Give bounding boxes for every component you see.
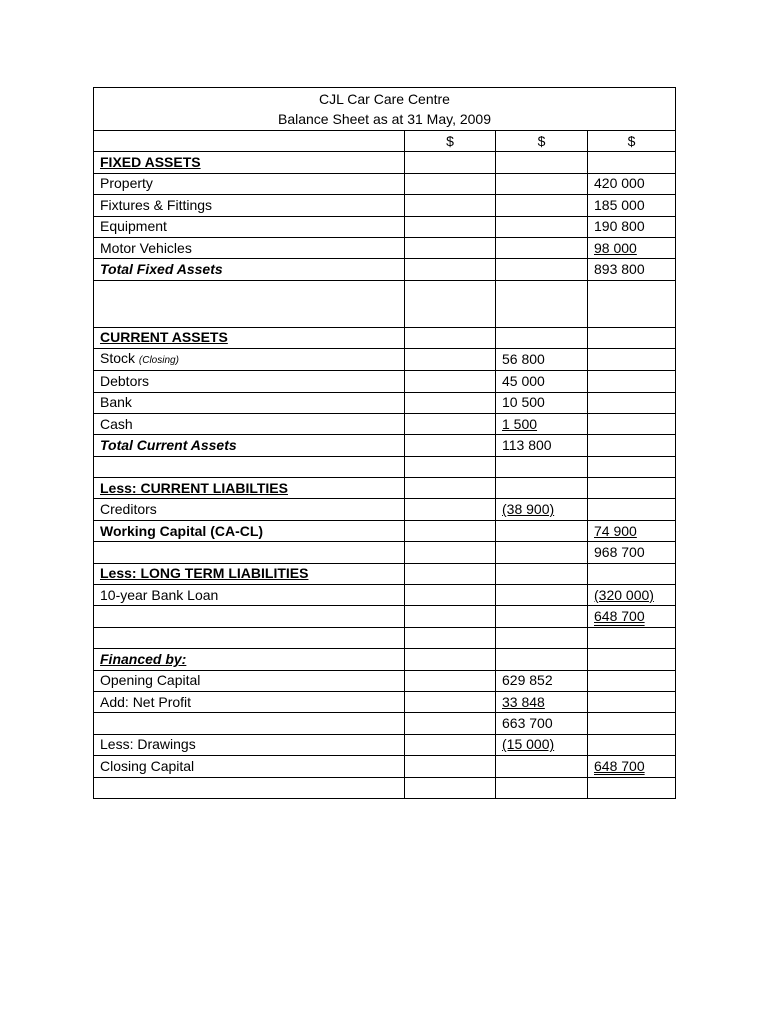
amount-value: (38 900) (502, 501, 555, 518)
amount-value: 420 000 (594, 175, 645, 192)
amount-cell-col2 (496, 349, 588, 371)
amount-cell-col3 (588, 478, 676, 499)
row-label: Opening Capital (100, 672, 201, 689)
row-label-cell (94, 777, 405, 798)
table-row (94, 542, 676, 563)
amount-cell-col2 (496, 756, 588, 777)
table-row (94, 280, 676, 327)
amount-value: (320 000) (594, 586, 654, 603)
amount-cell-col3 (588, 435, 676, 456)
amount-cell-col3 (588, 349, 676, 371)
table-row (94, 216, 676, 237)
table-row (94, 413, 676, 434)
amount-cell-col2 (496, 327, 588, 348)
table-row (94, 392, 676, 413)
table-row (94, 691, 676, 712)
amount-cell-col3 (588, 195, 676, 216)
table-row (94, 734, 676, 755)
table-row (94, 456, 676, 477)
amount-cell-col1 (405, 173, 496, 194)
row-label-cell (94, 627, 405, 648)
sheet-title (94, 88, 676, 131)
amount-value: 113 800 (502, 436, 552, 453)
amount-cell-col2 (496, 606, 588, 627)
row-label-cell (94, 413, 405, 434)
currency-header-col3: $ (588, 131, 676, 152)
row-label-cell (94, 691, 405, 712)
amount-cell-col1 (405, 152, 496, 173)
row-label: CURRENT ASSETS (100, 329, 228, 346)
table-row (94, 627, 676, 648)
amount-cell-col2 (496, 237, 588, 258)
row-label-cell (94, 216, 405, 237)
amount-cell-col2 (496, 585, 588, 606)
row-label-cell (94, 734, 405, 755)
amount-cell-col1 (405, 563, 496, 584)
row-label-cell (94, 237, 405, 258)
amount-cell-col2 (496, 216, 588, 237)
amount-cell-col2 (496, 413, 588, 434)
amount-value: 45 000 (502, 372, 545, 389)
amount-cell-col2 (496, 478, 588, 499)
amount-cell-col1 (405, 756, 496, 777)
amount-cell-col2 (496, 542, 588, 563)
amount-cell-col3 (588, 756, 676, 777)
table-row (94, 777, 676, 798)
amount-cell-col2 (496, 734, 588, 755)
table-row (94, 713, 676, 734)
statement-title: Balance Sheet as at 31 May, 2009 (278, 111, 491, 127)
amount-cell-col2 (496, 670, 588, 691)
amount-value: 648 700 (594, 608, 645, 625)
amount-cell-col3 (588, 670, 676, 691)
table-row (94, 563, 676, 584)
amount-value: (15 000) (502, 736, 555, 753)
row-label-cell (94, 478, 405, 499)
amount-value: 648 700 (594, 757, 645, 774)
amount-cell-col1 (405, 259, 496, 280)
row-label-cell (94, 713, 405, 734)
amount-cell-col3 (588, 627, 676, 648)
header-label-cell (94, 131, 405, 152)
amount-cell-col1 (405, 327, 496, 348)
row-label: Less: CURRENT LIABILTIES (100, 479, 288, 496)
amount-cell-col3 (588, 456, 676, 477)
row-label-cell (94, 173, 405, 194)
row-label-cell (94, 520, 405, 541)
table-row (94, 259, 676, 280)
amount-cell-col1 (405, 585, 496, 606)
amount-cell-col2 (496, 649, 588, 670)
amount-cell-col2 (496, 691, 588, 712)
amount-cell-col1 (405, 499, 496, 520)
amount-cell-col1 (405, 606, 496, 627)
row-label: 10-year Bank Loan (100, 586, 219, 603)
row-label: Total Fixed Assets (100, 261, 223, 278)
row-label: Stock (100, 350, 136, 367)
row-label-cell (94, 195, 405, 216)
amount-value: 190 800 (594, 218, 645, 235)
amount-cell-col3 (588, 777, 676, 798)
amount-cell-col3 (588, 371, 676, 392)
table-row (94, 499, 676, 520)
row-label-cell (94, 152, 405, 173)
row-label: Add: Net Profit (100, 693, 192, 710)
table-row (94, 371, 676, 392)
amount-cell-col3 (588, 499, 676, 520)
amount-cell-col3 (588, 606, 676, 627)
row-label-cell (94, 542, 405, 563)
amount-cell-col2 (496, 280, 588, 327)
amount-cell-col1 (405, 280, 496, 327)
row-label-cell (94, 563, 405, 584)
amount-value: 98 000 (594, 239, 637, 256)
amount-value: 56 800 (502, 351, 545, 368)
table-row (94, 585, 676, 606)
amount-cell-col2 (496, 435, 588, 456)
amount-cell-col1 (405, 195, 496, 216)
amount-value: 629 852 (502, 672, 553, 689)
amount-cell-col2 (496, 195, 588, 216)
amount-cell-col1 (405, 713, 496, 734)
row-label-cell (94, 327, 405, 348)
amount-cell-col1 (405, 371, 496, 392)
amount-cell-col2 (496, 520, 588, 541)
amount-cell-col3 (588, 413, 676, 434)
amount-cell-col2 (496, 259, 588, 280)
amount-cell-col1 (405, 670, 496, 691)
amount-cell-col3 (588, 563, 676, 584)
amount-cell-col1 (405, 392, 496, 413)
amount-cell-col2 (496, 713, 588, 734)
row-label: Creditors (100, 501, 157, 518)
row-label-cell (94, 756, 405, 777)
amount-value: 33 848 (502, 693, 545, 710)
amount-cell-col3 (588, 734, 676, 755)
amount-cell-col1 (405, 237, 496, 258)
amount-cell-col1 (405, 216, 496, 237)
row-label: Less: LONG TERM LIABILITIES (100, 565, 309, 582)
amount-value: 893 800 (594, 261, 645, 278)
row-label: Fixtures & Fittings (100, 196, 213, 213)
amount-cell-col1 (405, 349, 496, 371)
amount-cell-col3 (588, 327, 676, 348)
table-row (94, 195, 676, 216)
row-label: Financed by: (100, 650, 187, 667)
amount-cell-col3 (588, 280, 676, 327)
amount-cell-col1 (405, 649, 496, 670)
amount-cell-col1 (405, 520, 496, 541)
amount-cell-col1 (405, 627, 496, 648)
amount-cell-col1 (405, 435, 496, 456)
table-row (94, 435, 676, 456)
currency-header-row (94, 131, 676, 152)
amount-value: 1 500 (502, 415, 538, 432)
table-row (94, 237, 676, 258)
amount-cell-col2 (496, 371, 588, 392)
table-row (94, 606, 676, 627)
amount-value: 185 000 (594, 196, 645, 213)
amount-cell-col3 (588, 649, 676, 670)
row-label-cell (94, 259, 405, 280)
amount-value: 10 500 (502, 394, 545, 411)
row-label: Less: Drawings (100, 736, 196, 753)
row-label: Property (100, 175, 153, 192)
amount-cell-col2 (496, 777, 588, 798)
row-label: Closing Capital (100, 757, 195, 774)
row-label: Total Current Assets (100, 436, 237, 453)
table-row (94, 478, 676, 499)
row-label-cell (94, 392, 405, 413)
row-label-cell (94, 456, 405, 477)
table-row (94, 173, 676, 194)
amount-cell-col3 (588, 520, 676, 541)
row-label-cell (94, 606, 405, 627)
amount-cell-col3 (588, 691, 676, 712)
row-label-cell (94, 435, 405, 456)
amount-cell-col3 (588, 237, 676, 258)
table-row (94, 670, 676, 691)
amount-cell-col2 (496, 173, 588, 194)
balance-sheet-table (93, 87, 676, 799)
amount-cell-col3 (588, 152, 676, 173)
balance-sheet-body (94, 88, 676, 799)
title-row (94, 88, 676, 131)
row-label-cell (94, 371, 405, 392)
row-label-cell (94, 280, 405, 327)
amount-cell-col3 (588, 392, 676, 413)
amount-cell-col3 (588, 585, 676, 606)
row-label: Bank (100, 394, 132, 411)
amount-value: 663 700 (502, 715, 553, 732)
row-label-note: (Closing) (138, 355, 179, 367)
amount-cell-col3 (588, 713, 676, 734)
table-row (94, 327, 676, 348)
amount-cell-col1 (405, 542, 496, 563)
table-row (94, 349, 676, 371)
table-row (94, 756, 676, 777)
amount-cell-col2 (496, 627, 588, 648)
amount-cell-col1 (405, 456, 496, 477)
row-label: Working Capital (CA-CL) (100, 522, 264, 539)
row-label-cell (94, 349, 405, 371)
row-label: Equipment (100, 218, 167, 235)
row-label-cell (94, 499, 405, 520)
amount-cell-col2 (496, 563, 588, 584)
row-label-cell (94, 585, 405, 606)
amount-cell-col2 (496, 456, 588, 477)
amount-cell-col1 (405, 691, 496, 712)
currency-header-col2: $ (496, 131, 588, 152)
row-label-cell (94, 649, 405, 670)
row-label: Motor Vehicles (100, 239, 192, 256)
business-name: CJL Car Care Centre (319, 91, 450, 107)
amount-cell-col3 (588, 216, 676, 237)
row-label-cell (94, 670, 405, 691)
amount-cell-col1 (405, 478, 496, 499)
amount-cell-col3 (588, 259, 676, 280)
amount-cell-col2 (496, 152, 588, 173)
row-label: FIXED ASSETS (100, 154, 201, 171)
table-row (94, 520, 676, 541)
amount-value: 968 700 (594, 543, 645, 560)
row-label: Debtors (100, 372, 150, 389)
amount-cell-col2 (496, 392, 588, 413)
amount-cell-col3 (588, 542, 676, 563)
table-row (94, 152, 676, 173)
amount-cell-col3 (588, 173, 676, 194)
table-row (94, 649, 676, 670)
amount-cell-col1 (405, 413, 496, 434)
amount-value: 74 900 (594, 522, 637, 539)
row-label: Cash (100, 415, 133, 432)
amount-cell-col1 (405, 777, 496, 798)
amount-cell-col2 (496, 499, 588, 520)
amount-cell-col1 (405, 734, 496, 755)
currency-header-col1: $ (405, 131, 496, 152)
